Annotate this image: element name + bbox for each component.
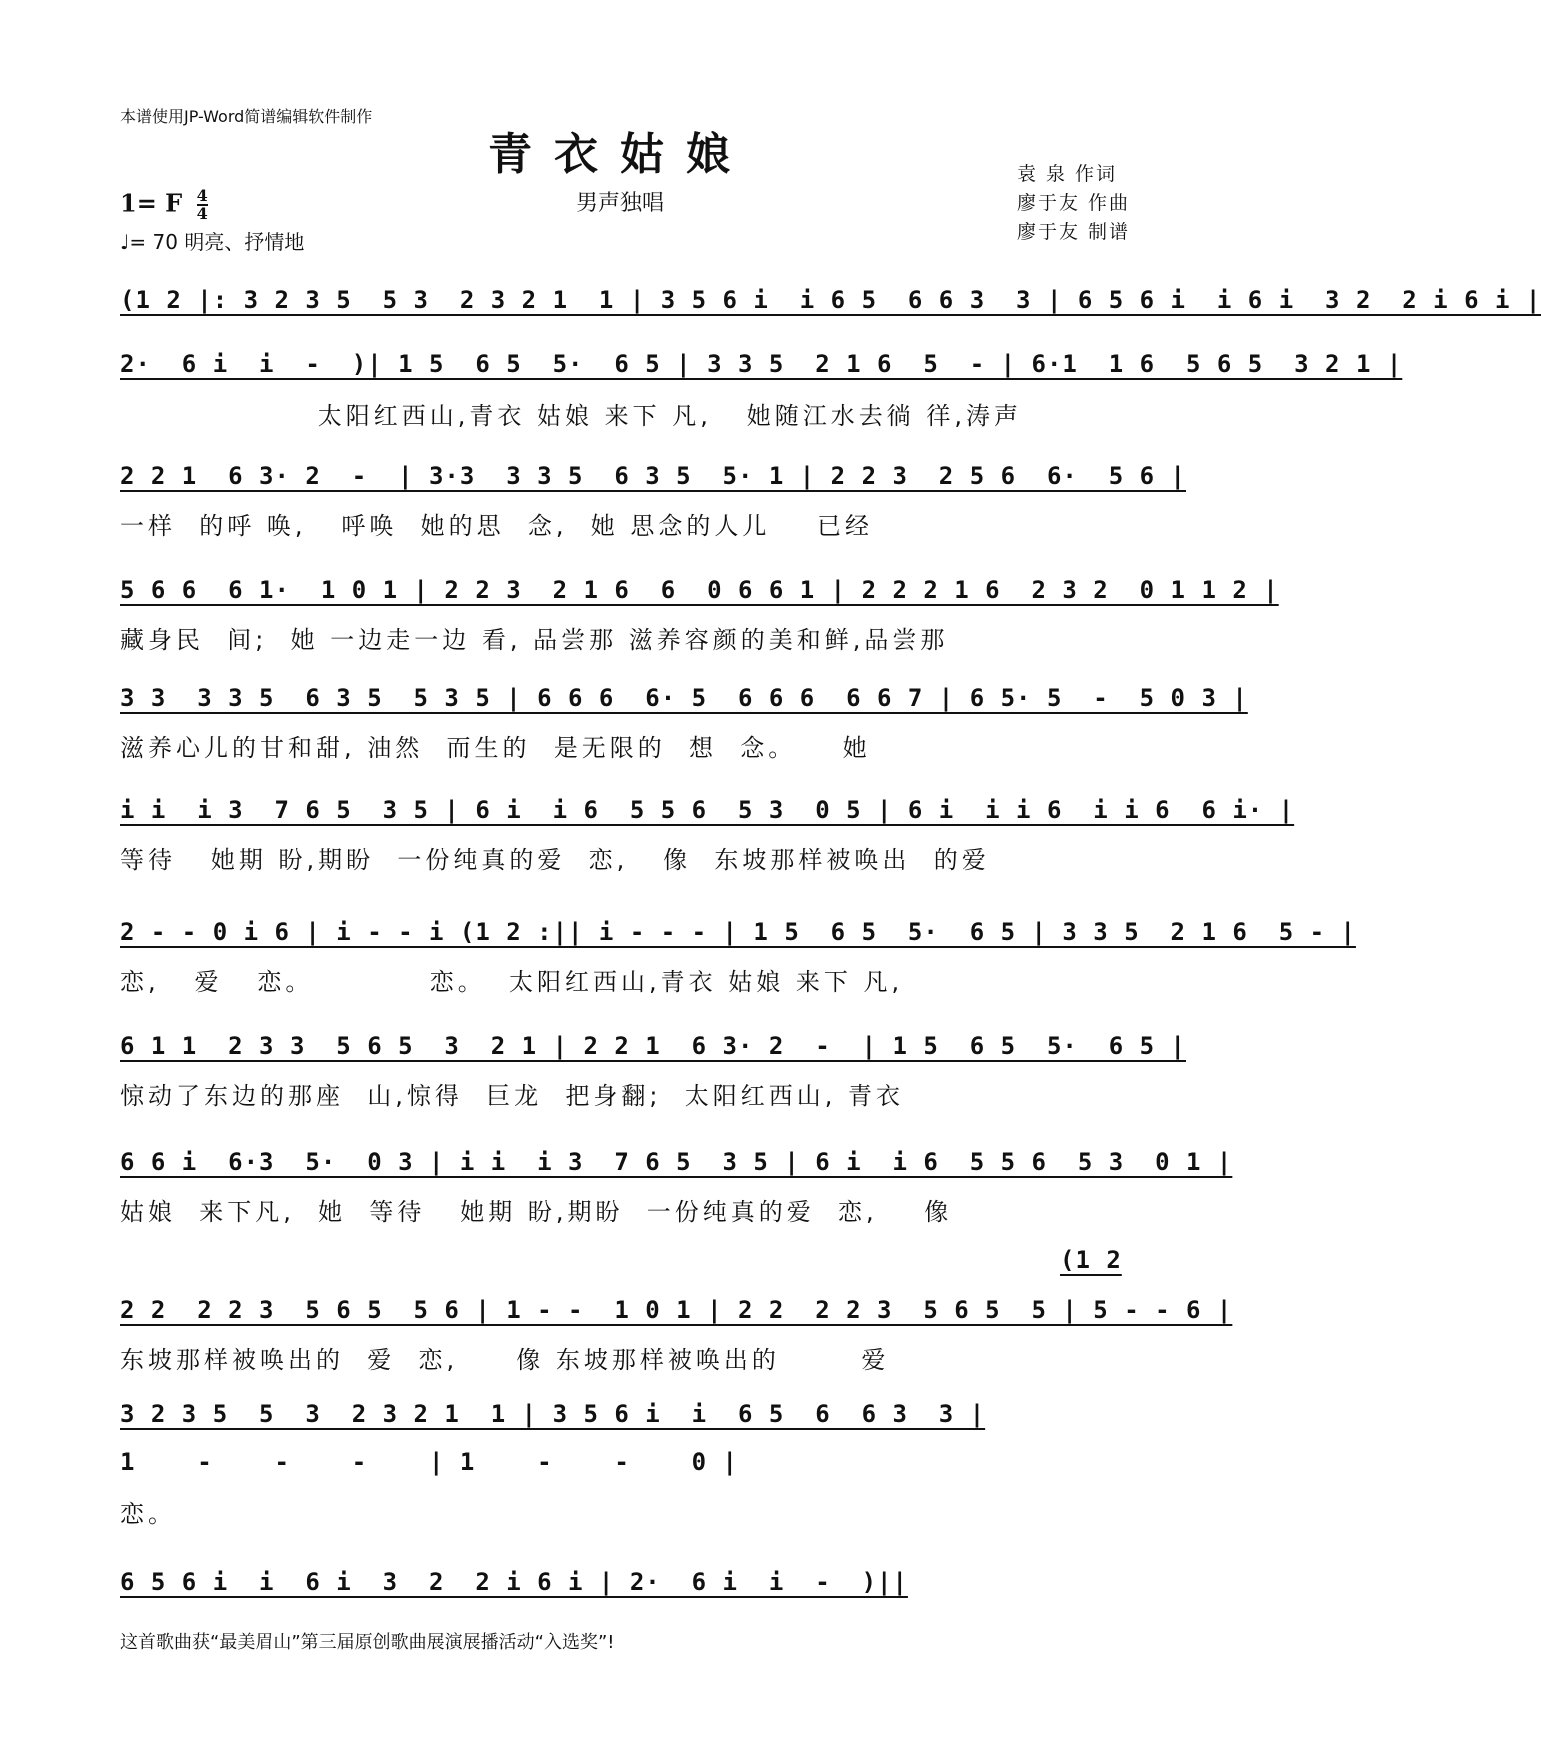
tempo-marking: ♩= 70 明亮、抒情地 <box>120 230 305 254</box>
lyricist-credit: 袁 泉 作词 <box>1016 163 1118 185</box>
score-line-10-lyrics: 东坡那样被唤出的 爱 恋, 像 东坡那样被唤出的 爱 <box>120 1346 890 1374</box>
score-line-11-lyrics: 恋。 <box>120 1500 176 1528</box>
score-line-3-lyrics: 一样 的呼 唤, 呼唤 她的思 念, 她 思念的人儿 已经 <box>120 512 873 540</box>
time-top: 4 <box>196 186 208 205</box>
transcriber-credit: 廖于友 制谱 <box>1016 221 1130 243</box>
score-line-7-lyrics: 恋, 爱 恋。 恋。 太阳红西山,青衣 姑娘 来下 凡, <box>120 968 904 996</box>
score-line-7-notes: 2 - - 0 i 6 | i - - i (1 2 :|| i - - - | 1 5 6 5 5· 6 5 | 3 3 5 2 1 6 5 - | <box>120 918 1356 946</box>
score-line-1-notes: (1 2 |: 3 2 3 5 5 3 2 3 2 1 1 | 3 5 6 i i 6 5 6 6 3 3 | 6 5 6 i i 6 i 3 2 2 i 6 i | <box>120 286 1541 314</box>
score-line-12-notes: 6 5 6 i i 6 i 3 2 2 i 6 i | 2· 6 i i - )|| <box>120 1568 908 1596</box>
score-line-3-notes: 2 2 1 6 3· 2 - | 3·3 3 3 5 6 3 5 5· 1 | 2 2 3 2 5 6 6· 5 6 | <box>120 462 1186 490</box>
key-signature <box>120 188 208 222</box>
time-signature <box>197 188 208 222</box>
score-line-11-notes: 3 2 3 5 5 3 2 3 2 1 1 | 3 5 6 i i 6 5 6 6 3 3 | <box>120 1400 986 1428</box>
song-title: 青衣姑娘 <box>488 129 752 180</box>
award-note: 这首歌曲获“最美眉山”第三届原创歌曲展演展播活动“入选奖”! <box>120 1632 615 1653</box>
credits <box>1017 160 1130 247</box>
composer-credit: 廖于友 作曲 <box>1016 192 1130 214</box>
score-line-8-notes: 6 1 1 2 3 3 5 6 5 3 2 1 | 2 2 1 6 3· 2 - | 1 5 6 5 5· 6 5 | <box>120 1032 1186 1060</box>
score-line-2-notes: 2· 6 i i - )| 1 5 6 5 5· 6 5 | 3 3 5 2 1 6 5 - | 6·1 1 6 5 6 5 3 2 1 | <box>120 350 1403 378</box>
score-line-9-notes: 6 6 i 6·3 5· 0 3 | i i i 3 7 6 5 3 5 | 6 i i 6 5 5 6 5 3 0 1 | <box>120 1148 1233 1176</box>
score-line-5-notes: 3 3 3 3 5 6 3 5 5 3 5 | 6 6 6 6· 5 6 6 6 6 6 7 | 6 5· 5 - 5 0 3 | <box>120 684 1248 712</box>
maker-note: 本谱使用JP-Word简谱编辑软件制作 <box>120 107 373 126</box>
score-line-10-pickup: (1 2 <box>1060 1246 1122 1274</box>
score-line-9-lyrics: 姑娘 来下凡, 她 等待 她期 盼,期盼 一份纯真的爱 恋, 像 <box>120 1198 953 1226</box>
score-line-8-lyrics: 惊动了东边的那座 山,惊得 巨龙 把身翻; 太阳红西山, 青衣 <box>120 1082 905 1110</box>
score-line-5-lyrics: 滋养心儿的甘和甜, 油然 而生的 是无限的 想 念。 她 <box>120 734 871 762</box>
score-line-2-lyrics: 太阳红西山,青衣 姑娘 来下 凡, 她随江水去徜 徉,涛声 <box>120 402 1022 430</box>
time-bottom: 4 <box>196 204 208 223</box>
score-line-4-notes: 5 6 6 6 1· 1 0 1 | 2 2 3 2 1 6 6 0 6 6 1 | 2 2 2 1 6 2 3 2 0 1 1 2 | <box>120 576 1279 604</box>
score-line-6-lyrics: 等待 她期 盼,期盼 一份纯真的爱 恋, 像 东坡那样被唤出 的爱 <box>120 846 990 874</box>
key-label: 1= F <box>120 188 183 218</box>
score-line-6-notes: i i i 3 7 6 5 3 5 | 6 i i 6 5 5 6 5 3 0 5 | 6 i i i 6 i i 6 6 i· | <box>120 796 1295 824</box>
score-line-4-lyrics: 藏身民 间; 她 一边走一边 看, 品尝那 滋养容颜的美和鲜,品尝那 <box>120 626 949 654</box>
song-subtitle: 男声独唱 <box>575 191 664 216</box>
score-line-11-notes-lower: 1 - - - | 1 - - 0 | <box>120 1448 738 1476</box>
score-line-10-notes: 2 2 2 2 3 5 6 5 5 6 | 1 - - 1 0 1 | 2 2 2 2 3 5 6 5 5 | 5 - - 6 | <box>120 1296 1233 1324</box>
